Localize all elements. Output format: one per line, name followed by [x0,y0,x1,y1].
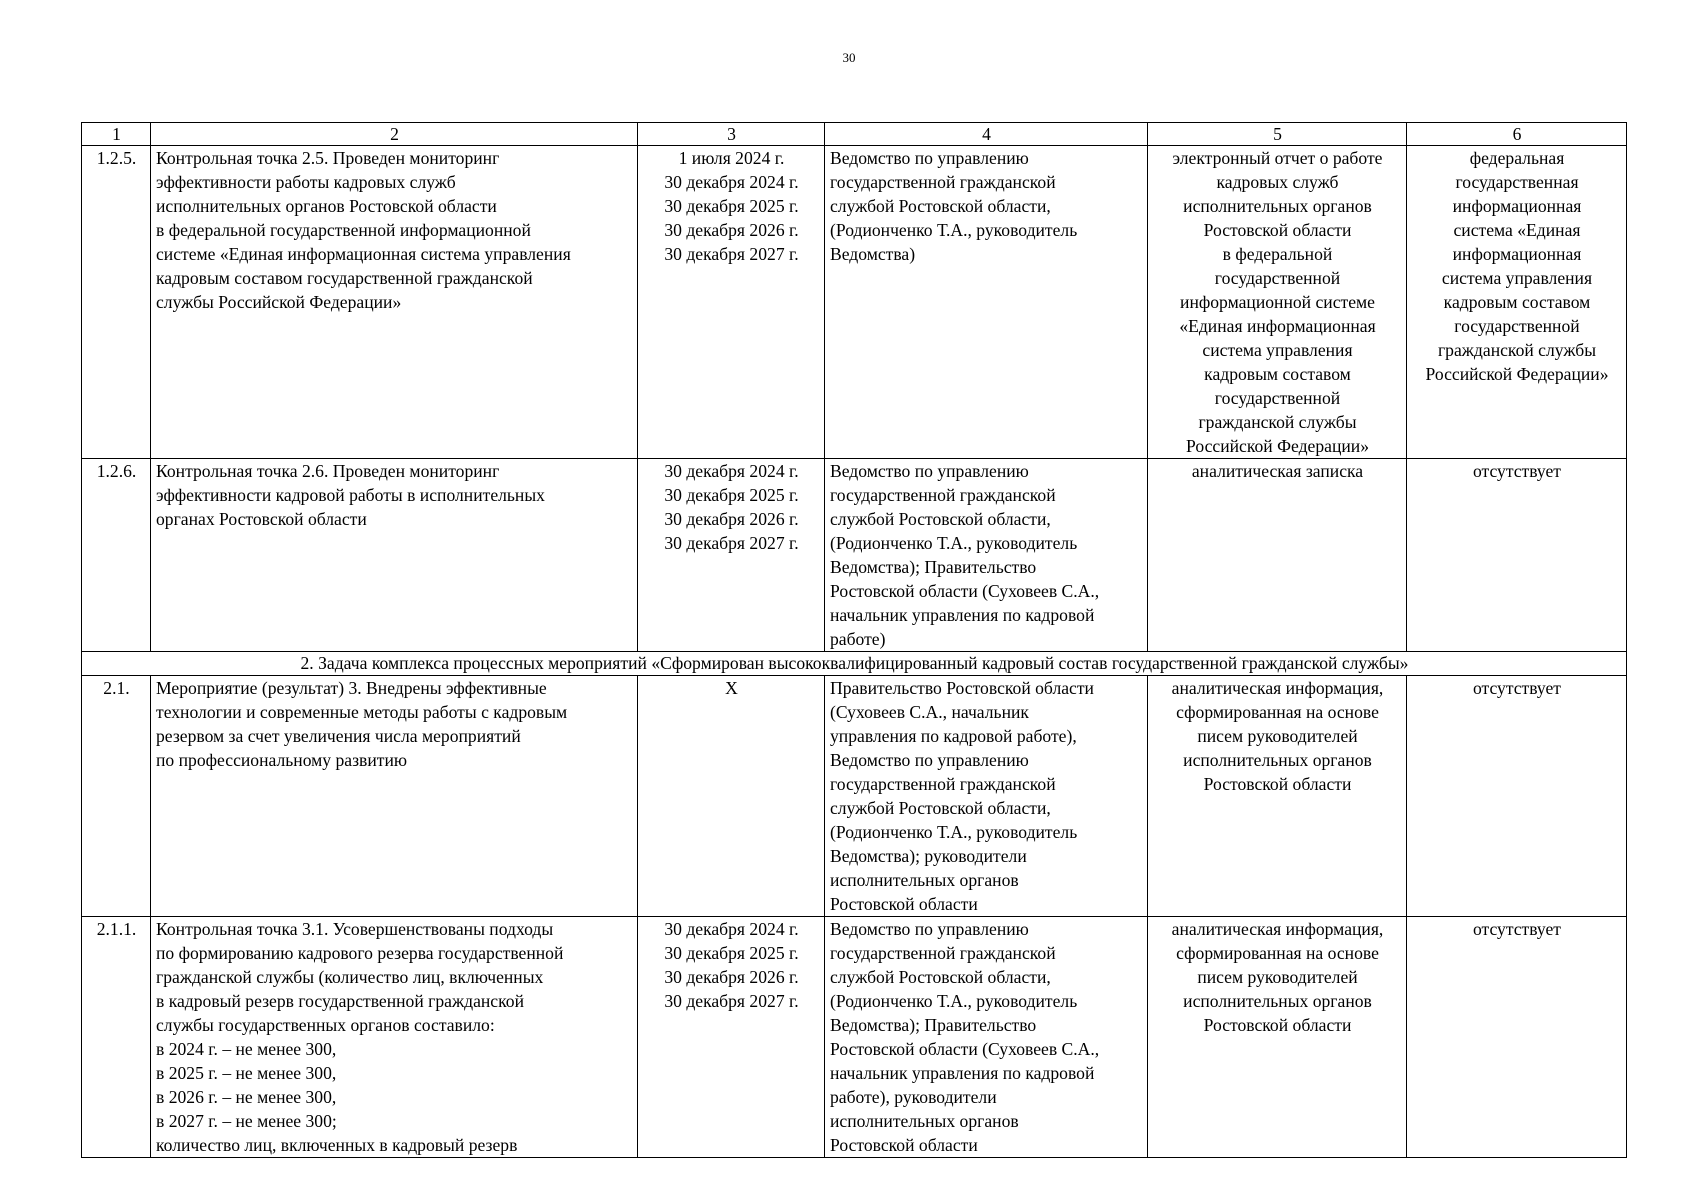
column-number-cell: 5 [1148,123,1407,146]
item-document: аналитическая информация, сформированная на основе писем руководителей исполнительных органов Ростовской области [1148,676,1407,917]
item-number: 1.2.5. [82,146,151,459]
table-row [82,676,1627,917]
item-number: 2.1.1. [82,917,151,1158]
item-document: аналитическая информация, сформированная на основе писем руководителей исполнительных органов Ростовской области [1148,917,1407,1158]
table-row [82,146,1627,459]
item-responsible: Ведомство по управлению государственной гражданской службой Ростовской области, (Родионченко Т.А., руководитель Ведомства); Правительство Ростовской области (Суховеев С.А., начальник управления по кадровой работе) [825,459,1148,652]
item-responsible: Правительство Ростовской области (Суховеев С.А., начальник управления по кадровой работе), Ведомство по управлению государственной гражданской службой Ростовской области, (Родионченко Т.А., руководитель Ведомства); руководители исполнительных органов Ростовской области [825,676,1148,917]
item-dates: Х [638,676,825,917]
section-title: 2. Задача комплекса процессных мероприятий «Сформирован высококвалифицированный кадровый состав государственной гражданской службы» [82,652,1627,676]
item-responsible: Ведомство по управлению государственной гражданской службой Ростовской области, (Родионченко Т.А., руководитель Ведомства); Правительство Ростовской области (Суховеев С.А., начальник управления по кадровой работе), руководители исполнительных органов Ростовской области [825,917,1148,1158]
item-info-system: федеральная государственная информационная система «Единая информационная система управления кадровым составом государственной гражданской службы Российской Федерации» [1407,146,1627,459]
item-info-system: отсутствует [1407,917,1627,1158]
column-number-cell: 4 [825,123,1148,146]
item-document: аналитическая записка [1148,459,1407,652]
column-number-row [82,123,1627,146]
item-responsible: Ведомство по управлению государственной гражданской службой Ростовской области, (Родионченко Т.А., руководитель Ведомства) [825,146,1148,459]
item-description: Контрольная точка 2.5. Проведен мониторинг эффективности работы кадровых служб исполнительных органов Ростовской области в федеральной государственной информационной системе «Единая информационная система управления кадровым составом государственной гражданской службы Российской Федерации» [151,146,638,459]
measures-table [81,122,1627,1158]
table-row [82,459,1627,652]
column-number-cell: 1 [82,123,151,146]
item-dates: 1 июля 2024 г. 30 декабря 2024 г. 30 декабря 2025 г. 30 декабря 2026 г. 30 декабря 2027 г. [638,146,825,459]
item-dates: 30 декабря 2024 г. 30 декабря 2025 г. 30 декабря 2026 г. 30 декабря 2027 г. [638,459,825,652]
column-number-cell: 2 [151,123,638,146]
item-dates: 30 декабря 2024 г. 30 декабря 2025 г. 30 декабря 2026 г. 30 декабря 2027 г. [638,917,825,1158]
item-document: электронный отчет о работе кадровых служб исполнительных органов Ростовской области в федеральной государственной информационной системе «Единая информационная система управления кадровым составом государственной гражданской службы Российской Федерации» [1148,146,1407,459]
item-info-system: отсутствует [1407,676,1627,917]
item-description: Контрольная точка 3.1. Усовершенствованы подходы по формированию кадрового резерва государственной гражданской службы (количество лиц, включенных в кадровый резерв государственной гражданской службы государственных органов составило: в 2024 г. – не менее 300, в 2025 г. – не менее 300, в 2026 г. – не менее 300, в 2027 г. – не менее 300; количество лиц, включенных в кадровый резерв [151,917,638,1158]
item-info-system: отсутствует [1407,459,1627,652]
column-number-cell: 3 [638,123,825,146]
item-number: 2.1. [82,676,151,917]
page-number: 30 [842,50,856,65]
section-row [82,652,1627,676]
table-row [82,917,1627,1158]
item-number: 1.2.6. [82,459,151,652]
item-description: Мероприятие (результат) 3. Внедрены эффективные технологии и современные методы работы с кадровым резервом за счет увеличения числа мероприятий по профессиональному развитию [151,676,638,917]
column-number-cell: 6 [1407,123,1627,146]
item-description: Контрольная точка 2.6. Проведен мониторинг эффективности кадровой работы в исполнительных органах Ростовской области [151,459,638,652]
